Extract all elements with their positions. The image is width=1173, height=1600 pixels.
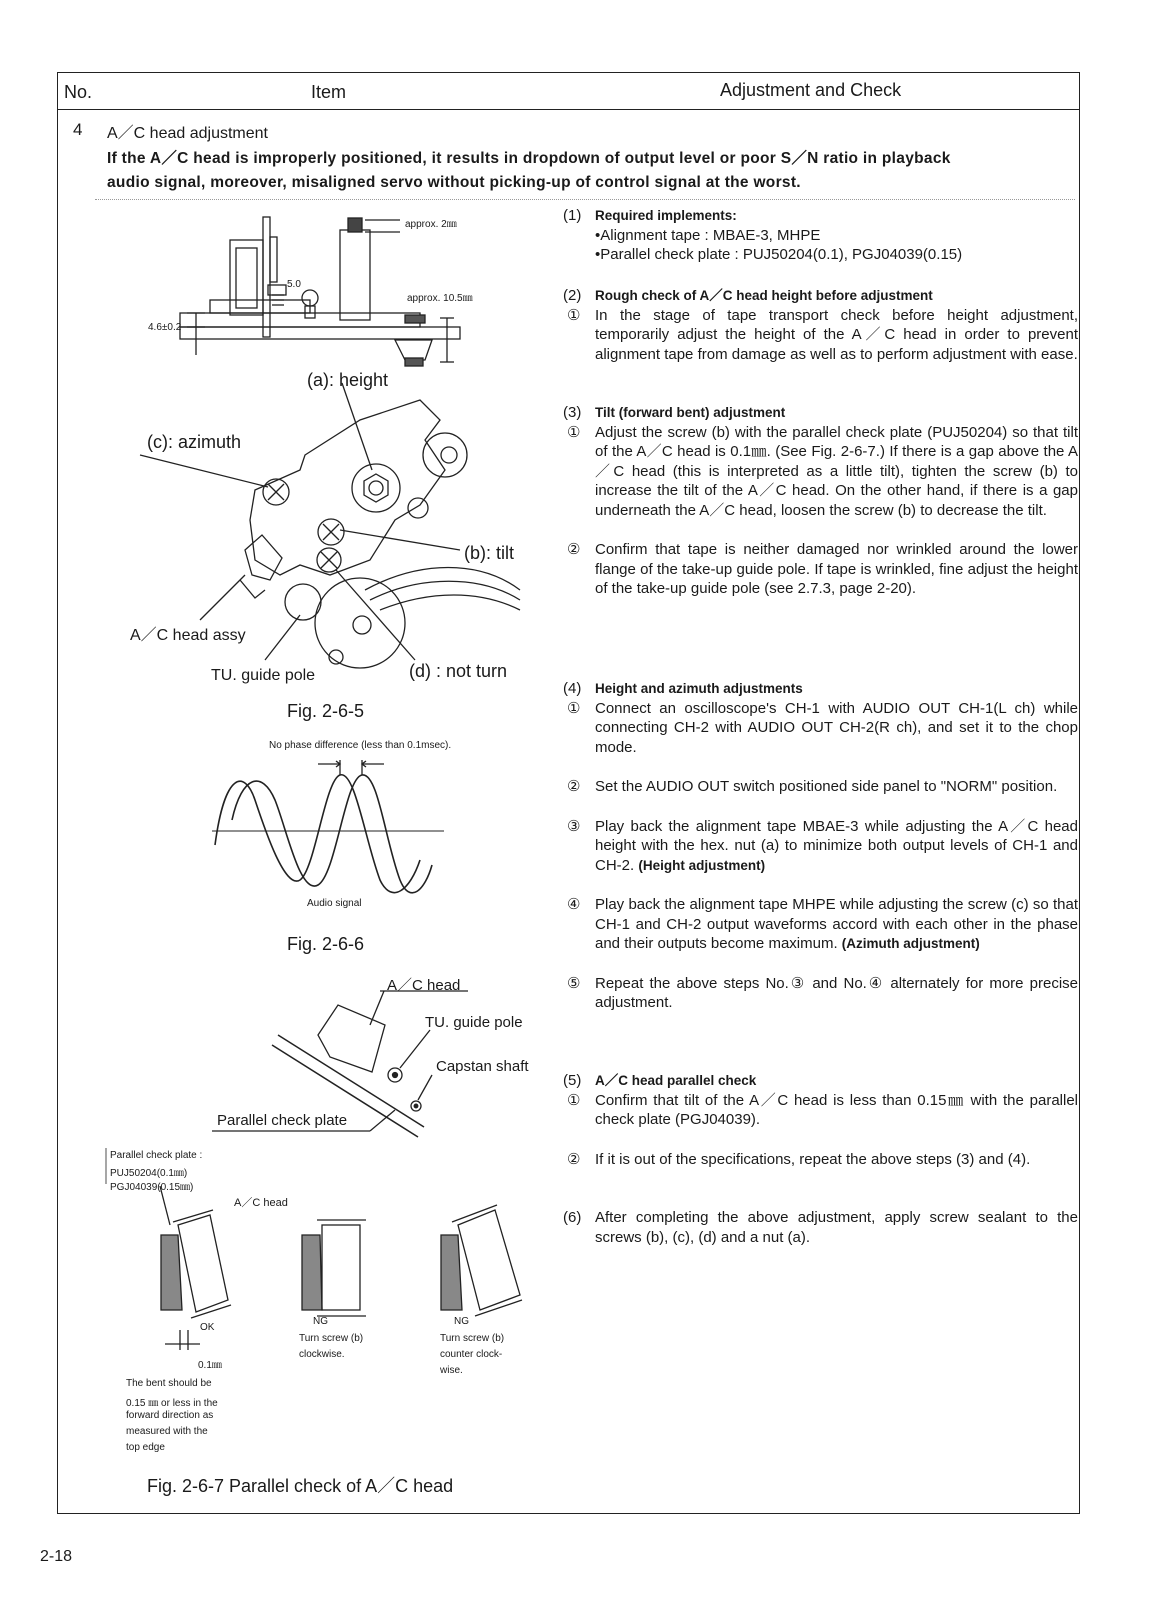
step-4-number: (4): [563, 680, 582, 697]
fig6-top-label: No phase difference (less than 0.1msec).: [269, 740, 452, 751]
fig5-tilt-label: (b): tilt: [464, 543, 515, 563]
step-1-item-2: •Parallel check plate : PUJ50204(0.1), PGJ04039(0.15): [595, 246, 963, 263]
side-bracket: [263, 217, 270, 337]
step-3-circle-2: ②: [567, 541, 581, 558]
step-6-text: After completing the above adjustment, apply screw sealant to the screws (b), (c), (d) and a nut (a).: [595, 1209, 1078, 1246]
fig7b-note-1: The bent should be: [126, 1378, 212, 1389]
fig7b-ok: OK: [200, 1322, 215, 1333]
step-3: [563, 403, 1078, 599]
step-1: [563, 206, 1078, 265]
step-4-circle-4: ④: [567, 896, 581, 913]
header-item: Item: [311, 82, 347, 102]
fig7-ac-head-label: A／C head: [387, 977, 461, 994]
step-6-number: (6): [563, 1209, 582, 1226]
fig5-guide-pole-label: TU. guide pole: [211, 667, 316, 684]
step-2-circle-1: ①: [567, 306, 581, 324]
step-4-text-3-bold: (Height adjustment): [638, 857, 766, 873]
fig7-capstan-label: Capstan shaft: [436, 1058, 529, 1075]
fig5-caption: Fig. 2-6-5: [287, 701, 365, 721]
fig5-approx-2mm: approx. 2㎜: [405, 219, 457, 230]
fig7b-ng2-text3: wise.: [440, 1365, 463, 1376]
fig7b-note-5: top edge: [126, 1442, 165, 1453]
fig7b-ng2-text2: counter clock-: [440, 1349, 503, 1360]
step-4-text-1: Connect an oscilloscope's CH-1 with AUDIO OUT CH-1(L ch) while connecting CH-2 with AUDIO OUT CH-2(R ch), and set it to the chop mode.: [595, 699, 1078, 756]
fig7b-plate-p2: PGJ04039(0.15㎜): [110, 1182, 194, 1193]
step-4-heading: Height and azimuth adjustments: [595, 681, 803, 696]
fig7-tu-pole-label: TU. guide pole: [425, 1014, 523, 1031]
step-3-text-2: Confirm that tape is neither damaged nor wrinkled around the lower flange of the take-up guide pole. If tape is wrinkled, fine adjust the height of the take-up guide pole (see 2.7.3, page 2-20).: [595, 541, 1078, 597]
parallel-ng1-diagram: [302, 1220, 366, 1316]
step-2: [563, 286, 1078, 364]
ac-head-shape: [318, 1005, 385, 1072]
intro-line-1: If the A／C head is improperly positioned, it results in dropdown of output level or poor S／N ratio in playback: [107, 150, 951, 167]
step-6: [563, 1208, 1078, 1247]
fig7b-ng1: NG: [313, 1316, 328, 1327]
fig7b-ng1-text2: clockwise.: [299, 1349, 345, 1360]
step-1-heading: Required implements:: [595, 208, 737, 223]
step-4-text-4: Play back the alignment tape MHPE while adjusting the screw (c) so that CH-1 and CH-2 output waveforms accord with each other in the phase and their outputs become maximum.: [595, 896, 1078, 952]
step-4-text-4-bold: (Azimuth adjustment): [841, 936, 980, 951]
step-3-heading: Tilt (forward bent) adjustment: [595, 405, 786, 420]
step-5-number: (5): [563, 1072, 582, 1089]
fig7b-dim: 0.1㎜: [198, 1360, 222, 1371]
fig6-caption: Fig. 2-6-6: [287, 934, 365, 954]
fig7b-ng1-text1: Turn screw (b): [299, 1333, 364, 1344]
step-4-text-2: Set the AUDIO OUT switch positioned side panel to "NORM" position.: [595, 778, 1058, 795]
fig7b-ng2: NG: [454, 1316, 469, 1327]
fig7-plate-label: Parallel check plate: [217, 1112, 348, 1129]
step-1-number: (1): [563, 207, 582, 224]
fig5-head-assy-label: A／C head assy: [130, 627, 246, 644]
step-5-circle-1: ①: [567, 1091, 581, 1109]
step-4-text-5: Repeat the above steps No.③ and No.④ alternately for more precise adjustment.: [595, 974, 1078, 1011]
section-title: A／C head adjustment: [107, 125, 268, 142]
step-2-number: (2): [563, 287, 582, 304]
step-3-circle-1: ①: [567, 423, 581, 441]
step-4-circle-5: ⑤: [567, 974, 581, 992]
fig5-not-turn-label: (d) : not turn: [409, 661, 508, 681]
intro-line-2: audio signal, moreover, misaligned servo without picking-up of control signal at the worst.: [107, 174, 801, 191]
step-3-number: (3): [563, 404, 582, 421]
step-2-heading: Rough check of A／C head height before adjustment: [595, 288, 933, 303]
fig5-dim-46: 4.6±0.2: [148, 322, 182, 333]
section-number: 4: [73, 120, 83, 139]
fig6-bottom-label: Audio signal: [307, 898, 362, 909]
head-base-plate: [250, 400, 445, 575]
step-3-text-1: Adjust the screw (b) with the parallel check plate (PUJ50204) so that tilt of the A／C head is 0.1㎜. (See Fig. 2-6-7.) If there is a gap above the A／C head (this is interpreted as a little tilt), tighten the screw (b) to increase the tilt of the A／C head. On the other hand, if there is a gap underneath the A／C head, loosen the screw (b) to decrease the tilt.: [595, 423, 1078, 519]
fig5-dim-50: 5.0: [287, 279, 301, 290]
fig7b-note-2: 0.15 ㎜ or less in the: [126, 1398, 218, 1409]
step-4-circle-2: ②: [567, 778, 581, 795]
fig5-approx-10mm: approx. 10.5㎜: [407, 293, 473, 304]
fig7b-note-3: forward direction as: [126, 1410, 214, 1421]
step-4: [563, 679, 1078, 1013]
step-5: [563, 1071, 1078, 1169]
step-2-text-1: In the stage of tape transport check before height adjustment, temporarily adjust the height of the A／C head in order to prevent alignment tape from damage as well as to perform adjustment with ease.: [595, 306, 1078, 363]
page-number: 2-18: [40, 1548, 73, 1565]
step-4-circle-1: ①: [567, 699, 581, 717]
header-no: No.: [64, 82, 93, 102]
fig7b-ng2-text1: Turn screw (b): [440, 1333, 505, 1344]
step-1-item-1: •Alignment tape : MBAE-3, MHPE: [595, 226, 821, 244]
fig7-caption: Fig. 2-6-7 Parallel check of A／C head: [147, 1476, 454, 1496]
step-5-circle-2: ②: [567, 1150, 581, 1168]
parallel-ok-diagram: [161, 1210, 231, 1350]
fig7b-plate-p1: PUJ50204(0.1㎜): [110, 1168, 188, 1179]
guide-post: [340, 230, 370, 320]
fig7b-note-4: measured with the: [126, 1426, 208, 1437]
fig7b-ac-head: A／C head: [234, 1197, 288, 1209]
step-5-text-1: Confirm that tilt of the A／C head is less than 0.15㎜ with the parallel check plate (PGJ04039).: [595, 1091, 1078, 1128]
fig5-height-label: (a): height: [307, 370, 389, 390]
step-4-text-3: Play back the alignment tape MBAE-3 while adjusting the A／C head height with the hex. nut (a) to minimize both output levels of CH-1 and CH-2.: [595, 817, 1078, 874]
step-4-circle-3: ③: [567, 817, 581, 835]
parallel-ng2-diagram: [441, 1205, 522, 1316]
fig5-azimuth-label: (c): azimuth: [147, 432, 242, 452]
fig7b-plate-label: Parallel check plate :: [110, 1150, 203, 1161]
step-5-text-2: If it is out of the specifications, repeat the above steps (3) and (4).: [595, 1150, 1031, 1168]
header-adjustment: Adjustment and Check: [720, 80, 902, 100]
step-5-heading: A／C head parallel check: [595, 1073, 757, 1088]
